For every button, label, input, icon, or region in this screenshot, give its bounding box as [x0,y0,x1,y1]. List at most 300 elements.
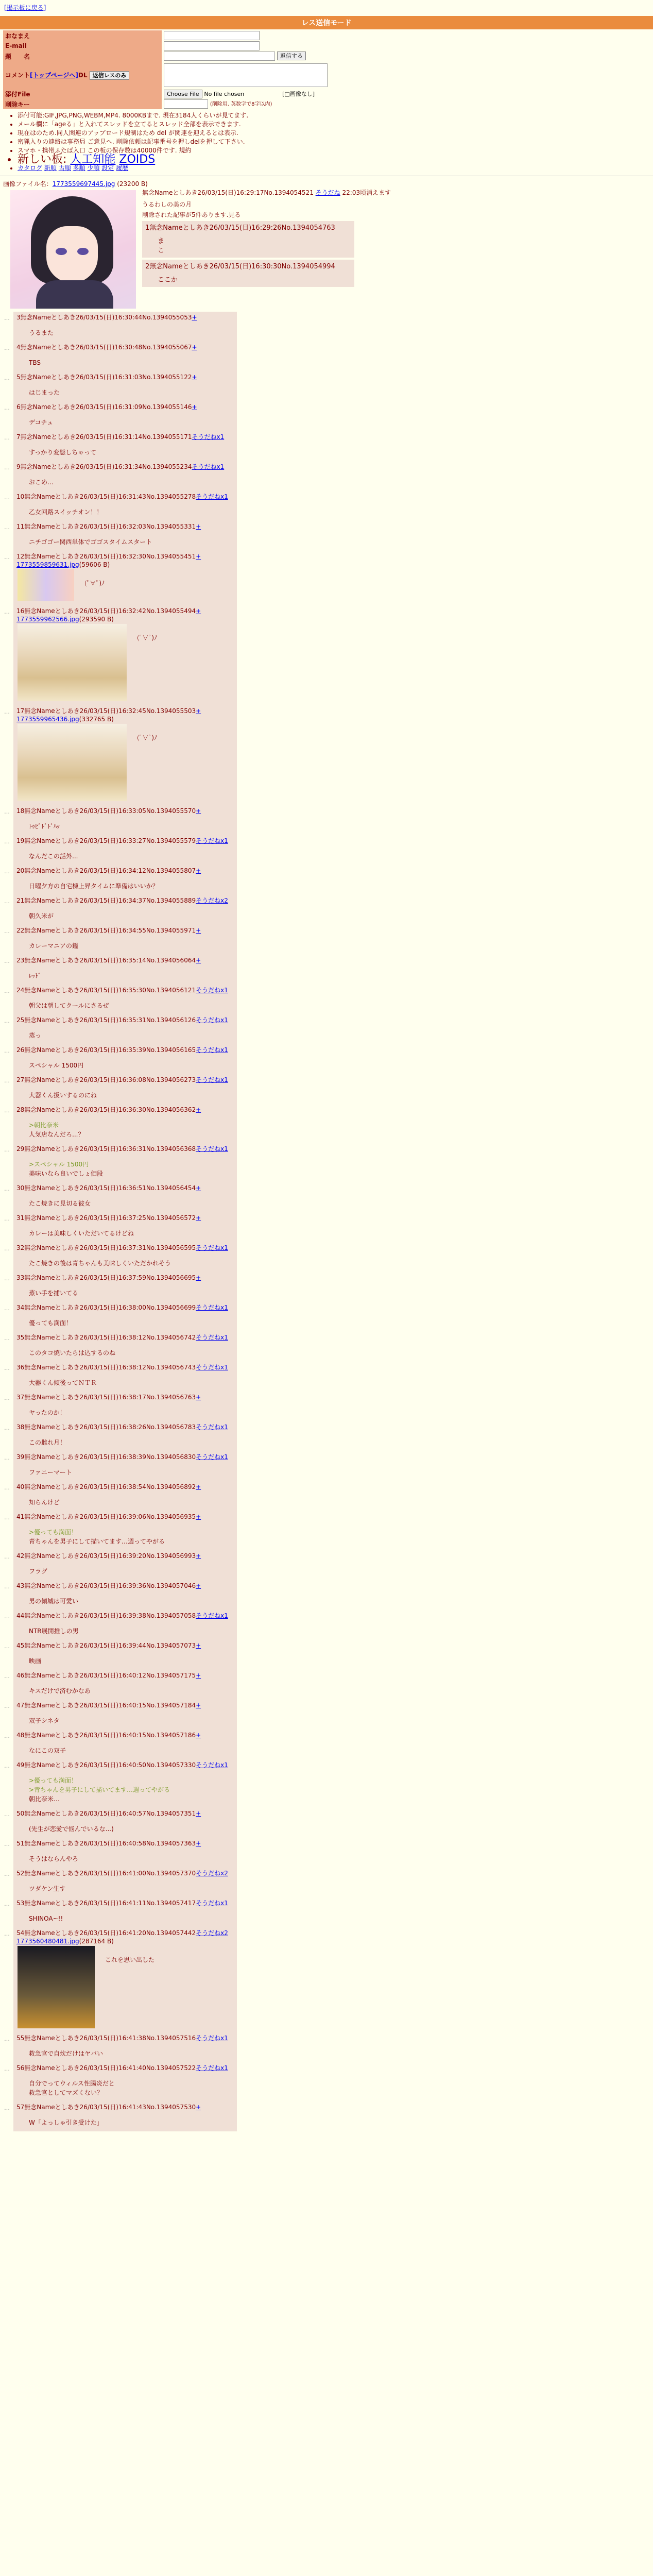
reply-marker: … [4,1365,10,1371]
reply-header [16,1641,230,1650]
reply [13,1044,237,1074]
reply [13,1182,237,1212]
reply-body [29,1567,230,1576]
settings-link[interactable]: 設定 [101,164,114,172]
reply-marker: … [4,2065,10,2072]
reply [13,1550,237,1580]
board-link-ai[interactable]: 人工知能 [70,153,116,166]
reply-text: そうはならんやろ [29,1855,79,1862]
op-file-label: 画像ファイル名： [3,180,53,188]
subject-input[interactable] [164,52,275,61]
sodane-button[interactable]: + [196,1732,201,1739]
reply-name: 21無念Nameとしあき26/03/15(日)16:34:37No.1394055889 [16,897,196,904]
reply-row [4,1808,653,1838]
reply-body [29,1626,230,1636]
reply [13,1640,237,1670]
sodane-button[interactable]: + [196,1672,201,1679]
reply-row [4,491,653,521]
sodane-button[interactable]: + [196,1184,201,1192]
reply-text: (先生が恋愛で悩んでいるな...) [29,1825,114,1833]
op-image[interactable] [10,190,136,309]
reply-text: 男の傾城は可愛い [29,1598,79,1605]
reply-marker: … [4,1018,10,1024]
reply-body [29,2118,230,2127]
reply-header [16,1015,230,1025]
reply-file-link[interactable]: 1773559965436.jpg [16,716,79,723]
reply-row [4,925,653,955]
reply-body [29,822,230,831]
reply-row [4,1730,653,1759]
reply-file-size: (287164 B) [79,1938,114,1945]
reply-marker: … [4,375,10,381]
reply-body [29,418,230,427]
history-link[interactable]: 履歴 [116,164,129,172]
reply-header [16,1581,230,1590]
reply-quote: >優っても満面！ [29,1777,78,1784]
reply-row [4,1670,653,1700]
reply-body [29,1468,230,1477]
reply-header [16,1303,230,1312]
reply [13,491,237,521]
reply-list [3,312,653,2131]
reply-name: 16無念Nameとしあき26/03/15(日)16:32:42No.1394055494 [16,607,196,615]
inner-reply [142,221,354,258]
reply [13,2102,237,2131]
sodane-button[interactable]: + [196,1513,201,1520]
sodane-button[interactable]: そうだねx1 [196,1334,228,1341]
reply-header [16,1671,230,1680]
thread [3,179,653,2131]
reply-text: 自分でってウィルス性腸炎だと [29,2080,115,2087]
reply-header [16,806,230,816]
sodane-button[interactable]: + [196,1552,201,1560]
reply-header [16,956,230,965]
reply-text: 朝比奈米… [29,1795,60,1803]
sodane-button[interactable]: そうだねx1 [196,1364,228,1371]
name-label: おなまえ [3,30,162,41]
reply-header [16,1393,230,1402]
reply-name: 41無念Nameとしあき26/03/15(日)16:39:06No.1394056935 [16,1513,196,1520]
reply-header [16,1611,230,1620]
reply-row [4,1302,653,1332]
reply-name: 48無念Nameとしあき26/03/15(日)16:40:15No.1394057186 [16,1732,196,1739]
reply [13,1700,237,1730]
reply-body [29,1001,230,1010]
reply-name: 51無念Nameとしあき26/03/15(日)16:40:58No.1394057363 [16,1840,196,1847]
reply-quote: >朝比奈米 [29,1122,59,1129]
reply [13,1897,237,1927]
sodane-button[interactable]: + [196,1810,201,1817]
reply-row [4,895,653,925]
op-file-link[interactable]: 1773559697445.jpg [52,180,115,188]
board-link-zoids[interactable]: ZOIDS [119,153,156,166]
submit-button[interactable]: 返信する [277,52,306,60]
reply-name: 17無念Nameとしあき26/03/15(日)16:32:45No.1394055503 [16,707,196,715]
sodane-button[interactable]: + [196,957,201,964]
reply-file-size: (293590 B) [79,616,114,623]
delkey-note: (削除用. 英数字で8字以内) [210,101,272,107]
reply [13,1511,237,1550]
reply [13,2032,237,2062]
reply-marker: … [4,1871,10,1877]
reply-marker: … [4,345,10,351]
sodane-button[interactable]: そうだねx2 [196,1870,228,1877]
reply-row [4,461,653,491]
sodane-button[interactable]: + [196,1274,201,1281]
back-link[interactable]: [掲示板に戻る] [4,4,46,11]
reply-header [16,836,230,845]
reply-header [16,1213,230,1223]
sodane-button[interactable]: + [196,1106,201,1113]
reply-row [4,955,653,985]
reply-name: 47無念Nameとしあき26/03/15(日)16:40:15No.1394057184 [16,1702,196,1709]
delkey-input[interactable] [164,99,208,109]
sodane-button[interactable]: + [192,314,197,321]
reply-header [16,1701,230,1710]
reply-text: なんだこの話外... [29,853,78,860]
reply-name: 19無念Nameとしあき26/03/15(日)16:33:27No.1394055579 [16,837,196,844]
reply-name: 42無念Nameとしあき26/03/15(日)16:39:20No.1394056993 [16,1552,196,1560]
sodane-button[interactable]: + [196,1214,201,1222]
reply [13,461,237,491]
sodane-button[interactable]: そうだねx1 [196,2064,228,2072]
sodane-button[interactable]: そうだねx1 [196,2035,228,2042]
reply-header [16,606,230,616]
reply-marker: … [4,494,10,501]
reply-row [4,705,653,805]
reply-text: この雌れ月！ [29,1439,66,1446]
op-tail: 22:03頃消えます [342,189,391,196]
reply-body [29,1597,230,1606]
reply-name: 35無念Nameとしあき26/03/15(日)16:38:12No.1394056742 [16,1334,196,1341]
sodane-button[interactable]: そうだねx1 [196,1046,228,1054]
reply-thumbnail[interactable] [18,569,74,601]
sodane-button[interactable]: + [196,1840,201,1847]
sodane-button[interactable]: そうだねx1 [196,1016,228,1024]
reply-marker: … [4,988,10,994]
reply-text: カレーマニアの鑑 [29,942,79,950]
reply-text: キスだけで済むかなあ [29,1687,91,1694]
sodane-button[interactable]: + [196,1394,201,1401]
reply-text: フラグ [29,1568,48,1575]
sodane-button[interactable]: そうだねx1 [196,493,228,500]
reply-marker: … [4,1305,10,1312]
name-input[interactable] [164,31,260,40]
reply [13,1808,237,1838]
rule-item: • メール欄に「ageる」と入れてスレッドを立てるとスレッド全部を表示できます. [18,120,653,129]
reply-marker: … [4,1484,10,1491]
reply-name: 45無念Nameとしあき26/03/15(日)16:39:44No.1394057073 [16,1642,196,1649]
reply-body [29,1160,230,1178]
reply-text: TBS [29,359,41,366]
reply-name: 25無念Nameとしあき26/03/15(日)16:35:31No.1394056126 [16,1016,196,1024]
reply-name: 52無念Nameとしあき26/03/15(日)16:41:00No.1394057370 [16,1870,196,1877]
sort-few-link[interactable]: 少順 [87,164,100,172]
reply-row [4,1640,653,1670]
sodane-button[interactable]: + [196,1582,201,1589]
reply-header [16,1105,230,1114]
reply-file-link[interactable]: 1773559962566.jpg [16,616,79,623]
reply-header [16,1144,230,1154]
sodane-button[interactable]: そうだねx1 [196,837,228,844]
sodane-button[interactable]: + [196,867,201,874]
reply-body [29,328,230,337]
sodane-button[interactable]: + [196,807,201,815]
reply-text: 大器くん傾後ってＮＴＲ [29,1379,97,1386]
reply-text: 朝父は朝してクールにさるぜ [29,1002,109,1009]
reply-header [16,1899,230,1908]
reply-body [29,1656,230,1666]
reply-marker: … [4,315,10,321]
sodane-button[interactable]: + [192,374,197,381]
reply-header [16,1363,230,1372]
reply [13,1868,237,1897]
reply-marker: … [4,868,10,875]
reply-text: たこ焼きの後は青ちゃんも美味しくいただかれそう [29,1260,171,1267]
reply-marker: … [4,1930,10,1937]
sodane-button[interactable]: そうだねx1 [196,1076,228,1083]
reply-header [16,1482,230,1492]
reply [13,985,237,1014]
sodane-button[interactable]: + [196,707,201,715]
reply-header [16,1928,230,1938]
reply-thumbnail[interactable] [18,1946,95,2028]
reply-text: NTR展開推しの男 [29,1628,79,1635]
rule-item: • 密猟入りの連絡は事務局 ご意見へ. 削除依頼は記事番号を押しdelを押して下さい. [18,138,653,146]
reply-body [29,1259,230,1268]
sodane-button[interactable]: + [196,1483,201,1490]
reply [13,1421,237,1451]
reply-name: 4無念Nameとしあき26/03/15(日)16:30:48No.1394055067 [16,344,192,351]
reply [13,312,237,342]
reply-row [4,1242,653,1272]
sort-many-link[interactable]: 多順 [73,164,85,172]
reply-row [4,835,653,865]
op-file-info [3,179,653,188]
sodane-button[interactable]: そうだねx1 [192,463,225,470]
reply [13,1362,237,1392]
reply-text: デコチュ [29,419,54,426]
sodane-button[interactable]: そうだねx1 [192,433,225,440]
reply-name: 50無念Nameとしあき26/03/15(日)16:40:57No.1394057351 [16,1810,196,1817]
reply-text: 蒸い手を捕いてる [29,1290,79,1297]
reply-name: 33無念Nameとしあき26/03/15(日)16:37:59No.1394056695 [16,1274,196,1281]
reply-body [29,1884,230,1893]
reply-body [29,1528,230,1546]
reply-marker: … [4,554,10,561]
reply-file-link[interactable]: 1773560480481.jpg [16,1938,79,1945]
catalog-line [18,164,653,173]
reply-text: はじまった [29,389,60,396]
reply-name: 9無念Nameとしあき26/03/15(日)16:31:34No.1394055234 [16,463,192,470]
reply-quote: >スペシャル 1500円 [29,1161,89,1168]
catalog-link[interactable]: カタログ [18,164,43,172]
reply-only-button[interactable]: 返信レスのみ [90,71,130,80]
reply [13,1838,237,1868]
reply-text: ニチゴゴー関西単体でゴゴスタイムスタート [29,538,152,546]
reply [13,805,237,835]
reply [13,1242,237,1272]
reply-marker: … [4,1811,10,1818]
reply-name: 39無念Nameとしあき26/03/15(日)16:38:39No.1394056830 [16,1453,196,1461]
reply-body [29,1091,230,1100]
sodane-button[interactable]: + [196,607,201,615]
reply [13,1610,237,1640]
reply-row [4,865,653,895]
reply-body [29,448,230,457]
sodane-button[interactable]: + [192,344,197,351]
inner-reply-text: ここか [158,276,178,284]
reply-name: 6無念Nameとしあき26/03/15(日)16:31:09No.1394055146 [16,403,192,411]
sodane-button[interactable]: + [196,927,201,934]
reply-header [16,2033,230,2043]
reply-text: 日曜夕方の自宅棟上昇タイムに準備はいいか？ [29,883,159,890]
sodane-button[interactable]: そうだねx1 [196,1612,228,1619]
reply-file-size: (59606 B) [79,561,110,568]
sodane-button[interactable]: そうだねx1 [196,1145,228,1153]
reply-header [16,1452,230,1462]
sodane-button[interactable]: そうだねx1 [196,1453,228,1461]
reply-row [4,1332,653,1362]
sodane-button[interactable]: + [196,553,201,560]
reply [13,1302,237,1332]
reply-marker: … [4,838,10,845]
sodane-button[interactable]: そうだねx1 [196,1244,228,1251]
reply-row [4,1897,653,1927]
reply-name: 38無念Nameとしあき26/03/15(日)16:38:26No.1394056783 [16,1423,196,1431]
sodane-button[interactable]: + [196,523,201,530]
reply-marker: … [4,404,10,411]
reply-marker: … [4,1514,10,1521]
sort-new-link[interactable]: 新順 [44,164,57,172]
sodane-button[interactable]: そうだねx1 [196,1900,228,1907]
reply-quote: >優っても満面！ [29,1529,78,1536]
reply-marker: … [4,1703,10,1709]
reply-row [4,2102,653,2131]
reply-header [16,432,230,442]
reply-header [16,313,230,322]
sodane-button[interactable]: そうだねx1 [196,1304,228,1311]
choose-file-button[interactable]: Choose File [164,90,202,98]
reply [13,371,237,401]
reply [13,1074,237,1104]
inner-reply-text [158,237,351,256]
sodane-button[interactable]: そうだねx2 [196,897,228,904]
reply-thumbnail[interactable] [18,724,127,801]
reply-marker: … [4,1275,10,1282]
top-page-link[interactable]: [トップページへ] [30,72,78,79]
op-line1: うるわしの美の月 [142,201,192,208]
reply [13,1670,237,1700]
reply [13,955,237,985]
sodane-button[interactable]: + [196,1642,201,1649]
email-input[interactable] [164,41,260,50]
rules-list [18,111,653,173]
reply-marker: … [4,1215,10,1222]
reply-thumbnail[interactable] [18,624,127,701]
sodane-button[interactable]: そうだねx1 [196,1423,228,1431]
reply-file-link[interactable]: 1773559859631.jpg [16,561,79,568]
reply-text: 救急官としてマズくない？ [29,2089,104,2096]
op-sodane[interactable]: そうだね [315,189,340,196]
reply-header [16,1731,230,1740]
sodane-button[interactable]: + [196,2104,201,2111]
reply-row [4,1182,653,1212]
reply-text: ヤったのか！ [29,1409,66,1416]
reply-name: 29無念Nameとしあき26/03/15(日)16:36:31No.1394056368 [16,1145,196,1153]
reply-body [29,1408,230,1417]
reply-row [4,551,653,605]
reply-name: 53無念Nameとしあき26/03/15(日)16:41:11No.1394057417 [16,1900,196,1907]
no-image-toggle[interactable]: [□画像なし] [282,91,315,97]
reply-text: これを思い出した [105,1956,155,1963]
reply-text: なにこの双子 [29,1747,66,1754]
reply-text: 救急官で自炊だけはヤバい [29,2050,104,2057]
reply-text: (ﾟ∀ﾟ)ﾉ [84,580,105,587]
reply-row [4,1014,653,1044]
reply-row [4,1212,653,1242]
reply-marker: … [4,1047,10,1054]
reply-name: 30無念Nameとしあき26/03/15(日)16:36:51No.1394056454 [16,1184,196,1192]
reply-body [29,1776,230,1804]
reply-header [16,1045,230,1055]
reply-marker: … [4,434,10,441]
new-board-prefix: 新しい板: [18,153,71,166]
reply-body [29,1199,230,1208]
reply-marker: … [4,2036,10,2042]
reply-row [4,1104,653,1143]
sodane-button[interactable]: そうだねx1 [196,987,228,994]
reply-body [29,1438,230,1447]
reply-body [29,1031,230,1040]
reply [13,342,237,371]
reply-name: 11無念Nameとしあき26/03/15(日)16:32:03No.1394055331 [16,523,196,530]
sodane-button[interactable]: + [192,403,197,411]
sodane-button[interactable]: そうだねx1 [196,1761,228,1769]
reply-body [29,1914,230,1923]
sodane-button[interactable]: そうだねx2 [196,1929,228,1937]
reply-text: 大器くん扱いするのにね [29,1092,97,1099]
reply [13,1730,237,1759]
reply-row [4,1074,653,1104]
reply-row [4,805,653,835]
reply-name: 32無念Nameとしあき26/03/15(日)16:37:31No.1394056595 [16,1244,196,1251]
reply [13,1481,237,1511]
reply-marker: … [4,1395,10,1401]
reply-text: 蒸っ [29,1032,42,1039]
reply-marker: … [4,1335,10,1342]
reply-text: うるまた [29,329,54,336]
reply-marker: … [4,1841,10,1848]
comment-textarea[interactable] [164,63,328,87]
subject-label: 題 名 [3,51,162,61]
reply-row [4,371,653,401]
reply-text: 人気店なんだろ...？ [29,1131,84,1138]
sort-old-link[interactable]: 古順 [58,164,71,172]
reply-name: 31無念Nameとしあき26/03/15(日)16:37:25No.1394056572 [16,1214,196,1222]
reply-header [16,372,230,382]
sodane-button[interactable]: + [196,1702,201,1709]
mode-banner: レス送信モード [0,16,653,29]
reply-marker: … [4,928,10,935]
reply-body [29,388,230,397]
reply-text: ﾚｯﾄﾞ [29,972,42,979]
reply-name: 37無念Nameとしあき26/03/15(日)16:38:17No.1394056763 [16,1394,196,1401]
reply-row [4,1451,653,1481]
reply-body [29,1348,230,1358]
reply-name: 5無念Nameとしあき26/03/15(日)16:31:03No.1394055122 [16,374,192,381]
reply-header [16,1183,230,1193]
